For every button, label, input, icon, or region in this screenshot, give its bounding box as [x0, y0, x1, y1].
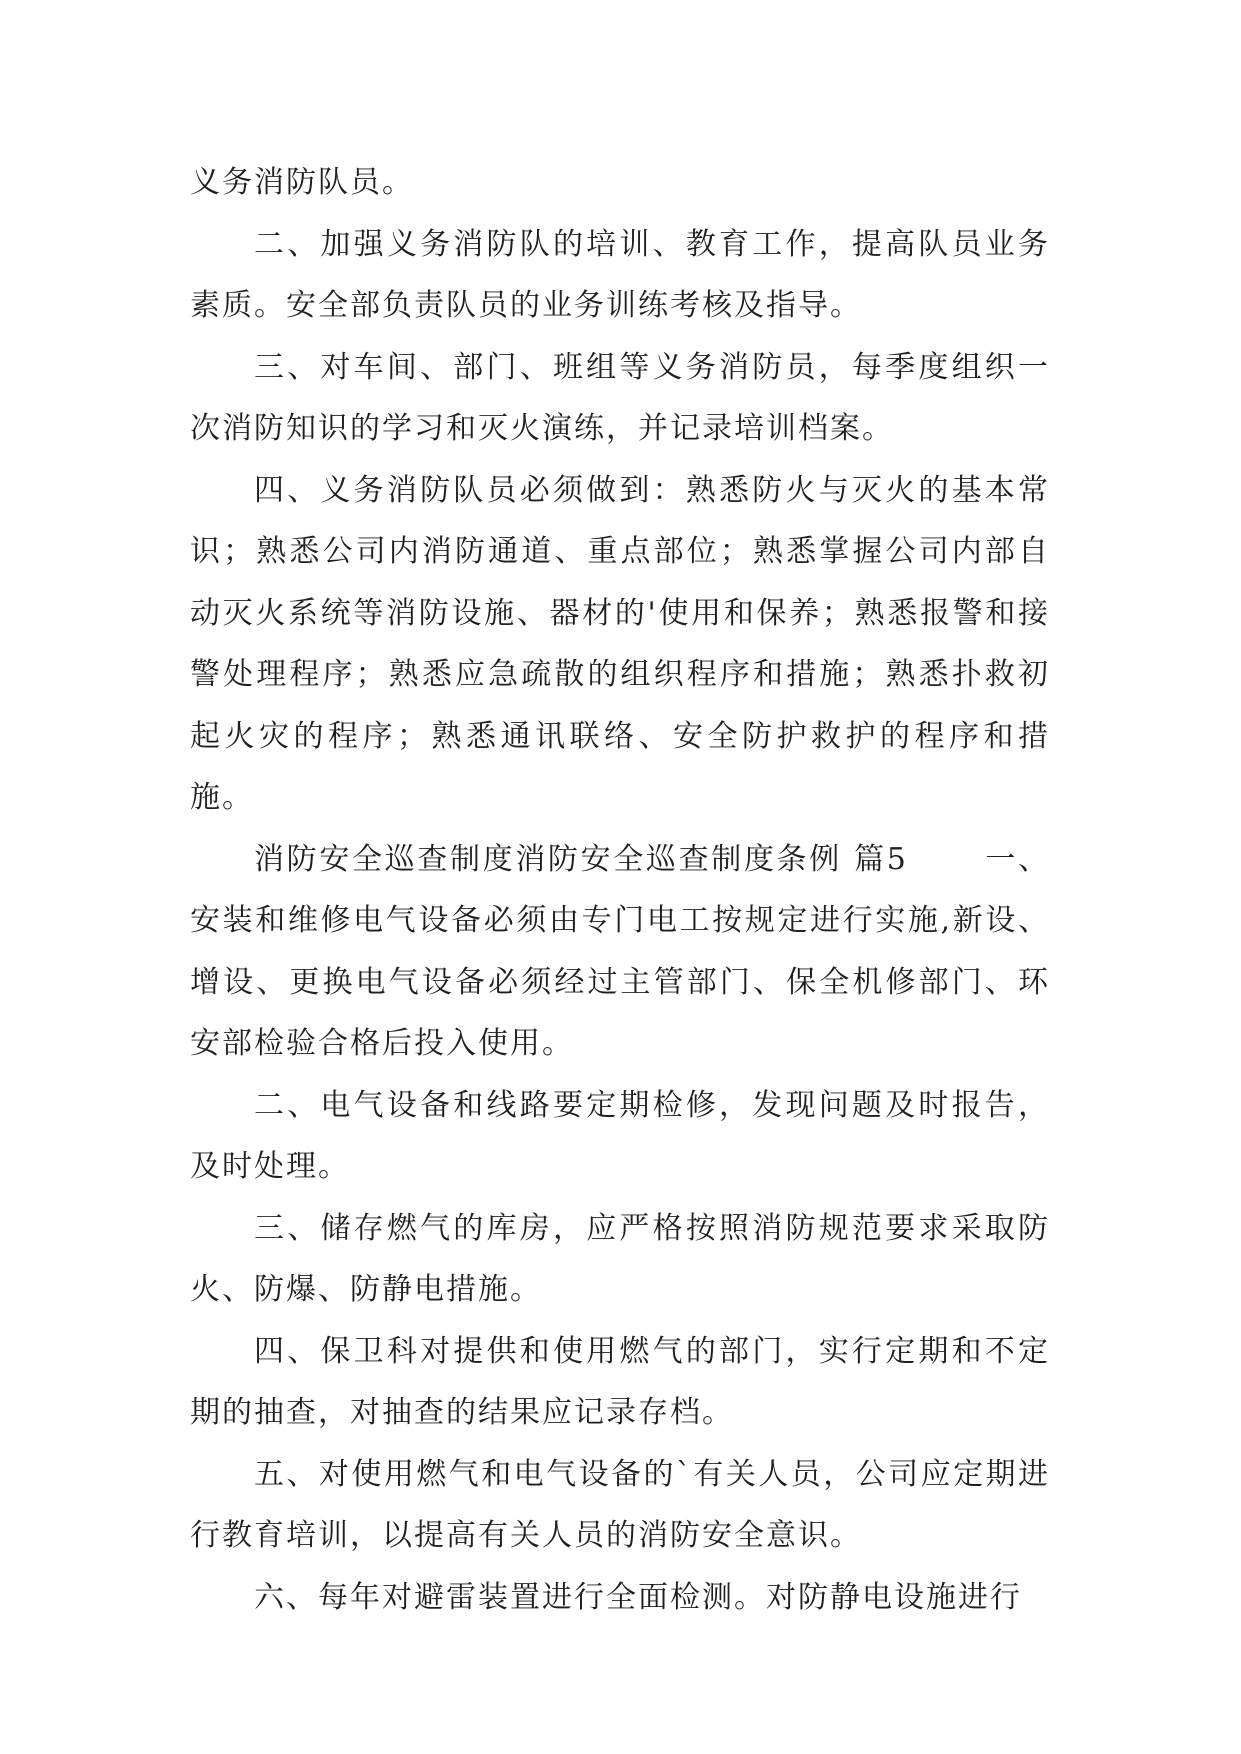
paragraph: 义务消防队员。 — [190, 165, 414, 200]
paragraph: 三、储存燃气的库房，应严格按照消防规范要求采取防火、防爆、防静电措施。 — [190, 1210, 1050, 1307]
paragraph: 三、对车间、部门、班组等义务消防员，每季度组织一次消防知识的学习和灭火演练，并记录培训档案。 — [190, 349, 1050, 446]
paragraph: 二、加强义务消防队的培训、教育工作，提高队员业务素质。安全部负责队员的业务训练考核及指导。 — [190, 226, 1050, 323]
paragraph: 四、义务消防队员必须做到：熟悉防火与灭火的基本常识；熟悉公司内消防通道、重点部位；熟悉掌握公司内部自动灭火系统等消防设施、器材的'使用和保养；熟悉报警和接警处理程序；熟悉应急疏散的组织程序和措施；熟悉扑救初起火灾的程序；熟悉通讯联络、安全防护救护的程序和措施。 — [190, 472, 1050, 815]
document-body — [190, 152, 1050, 1628]
paragraph: 消防安全巡查制度消防安全巡查制度条例 篇5 一、安装和维修电气设备必须由专门电工按规定进行实施,新设、增设、更换电气设备必须经过主管部门、保全机修部门、环安部检验合格后投入使用。 — [190, 841, 1050, 1061]
paragraph: 五、对使用燃气和电气设备的`有关人员，公司应定期进行教育培训，以提高有关人员的消防安全意识。 — [190, 1456, 1050, 1553]
paragraph: 六、每年对避雷装置进行全面检测。对防静电设施进行 — [254, 1579, 1022, 1615]
paragraph: 四、保卫科对提供和使用燃气的部门，实行定期和不定期的抽查，对抽查的结果应记录存档。 — [190, 1333, 1050, 1430]
paragraph: 二、电气设备和线路要定期检修，发现问题及时报告，及时处理。 — [190, 1087, 1050, 1184]
